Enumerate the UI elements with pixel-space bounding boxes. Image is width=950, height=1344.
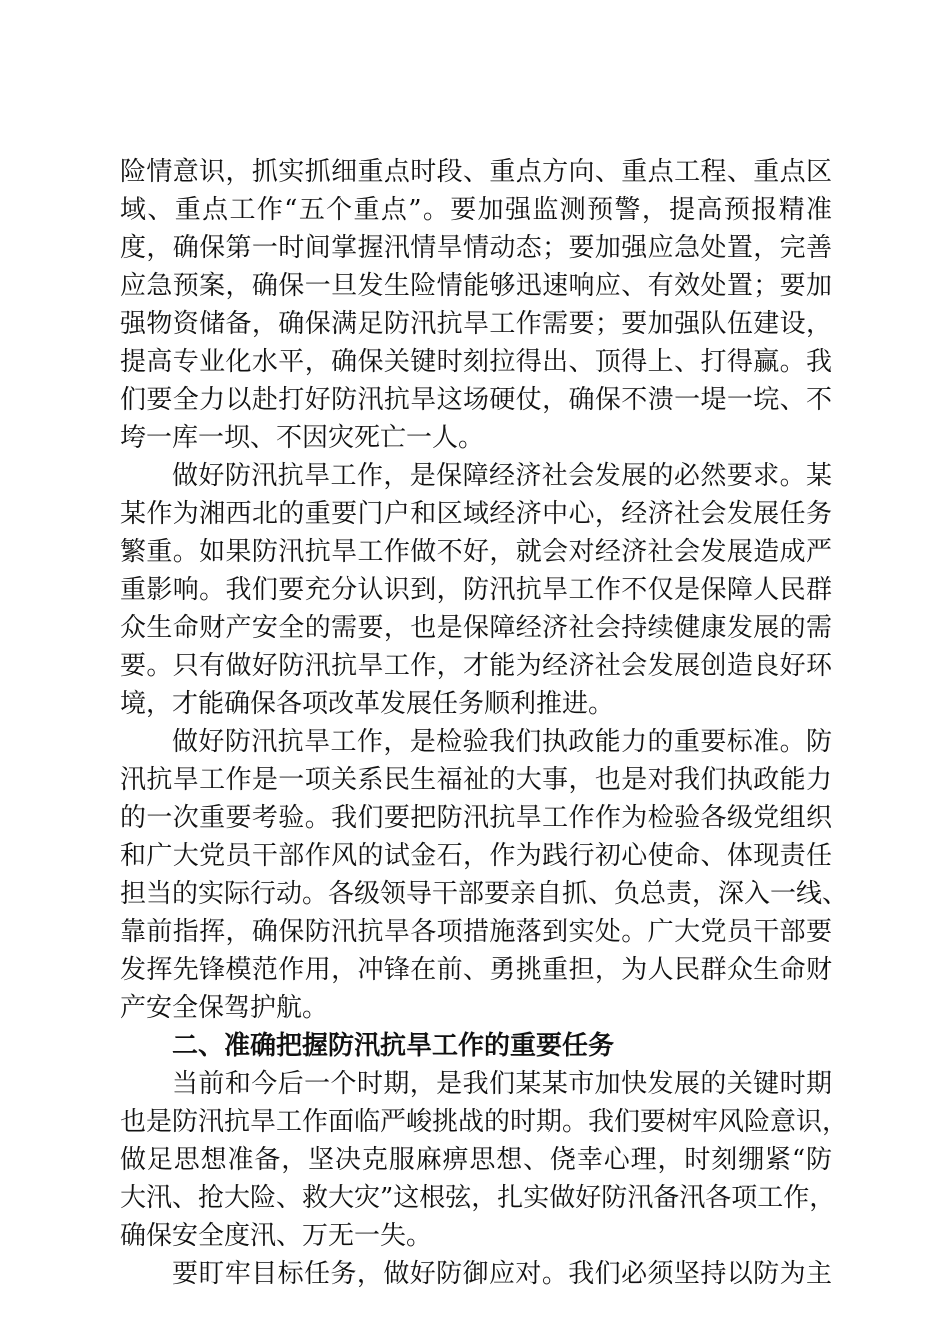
- text-line: 垮一库一坝、不因灾死亡一人。: [120, 423, 485, 453]
- text-line: 应急预案，确保一旦发生险情能够迅速响应、有效处置；要加: [120, 271, 832, 301]
- text-line: 众生命财产安全的需要，也是保障经济社会持续健康发展的需: [120, 613, 832, 643]
- paragraph-first-line: 做好防汛抗旱工作，是保障经济社会发展的必然要求。某: [172, 461, 832, 491]
- text-line: 度，确保第一时间掌握汛情旱情动态；要加强应急处置，完善: [120, 233, 832, 263]
- text-line: 的一次重要考验。我们要把防汛抗旱工作作为检验各级党组织: [120, 803, 832, 833]
- text-line: 也是防汛抗旱工作面临严峻挑战的时期。我们要树牢风险意识，: [120, 1107, 849, 1137]
- text-line: 汛抗旱工作是一项关系民生福祉的大事，也是对我们执政能力: [120, 765, 832, 795]
- paragraph-first-line: 做好防汛抗旱工作，是检验我们执政能力的重要标准。防: [172, 727, 832, 757]
- text-line: 确保安全度汛、万无一失。: [120, 1221, 433, 1251]
- text-line: 大汛、抢大险、救大灾”这根弦，扎实做好防汛备汛各项工作，: [120, 1183, 836, 1213]
- text-line: 强物资储备，确保满足防汛抗旱工作需要；要加强队伍建设，: [120, 309, 832, 339]
- paragraph-first-line: 当前和今后一个时期，是我们某某市加快发展的关键时期: [172, 1069, 832, 1099]
- text-line: 发挥先锋模范作用，冲锋在前、勇挑重担，为人民群众生命财: [120, 955, 832, 985]
- section-heading: 二、准确把握防汛抗旱工作的重要任务: [172, 1031, 615, 1061]
- text-line: 重影响。我们要充分认识到，防汛抗旱工作不仅是保障人民群: [120, 575, 832, 605]
- text-line: 产安全保驾护航。: [120, 993, 329, 1023]
- text-line: 们要全力以赴打好防汛抗旱这场硬仗，确保不溃一堤一垸、不: [120, 385, 832, 415]
- text-line: 境，才能确保各项改革发展任务顺利推进。: [120, 689, 615, 719]
- text-line: 繁重。如果防汛抗旱工作做不好，就会对经济社会发展造成严: [120, 537, 832, 567]
- text-line: 提高专业化水平，确保关键时刻拉得出、顶得上、打得赢。我: [120, 347, 832, 377]
- paragraph-first-line: 要盯牢目标任务，做好防御应对。我们必须坚持以防为主: [172, 1259, 832, 1289]
- text-line: 和广大党员干部作风的试金石，作为践行初心使命、体现责任: [120, 841, 832, 871]
- text-line: 做足思想准备，坚决克服麻痹思想、侥幸心理，时刻绷紧“防: [120, 1145, 832, 1175]
- text-line: 域、重点工作“五个重点”。要加强监测预警，提高预报精准: [120, 195, 832, 225]
- text-line: 靠前指挥，确保防汛抗旱各项措施落到实处。广大党员干部要: [120, 917, 832, 947]
- text-line: 要。只有做好防汛抗旱工作，才能为经济社会发展创造良好环: [120, 651, 832, 681]
- text-line: 险情意识，抓实抓细重点时段、重点方向、重点工程、重点区: [120, 157, 832, 187]
- text-line: 担当的实际行动。各级领导干部要亲自抓、负总责，深入一线、: [120, 879, 849, 909]
- text-line: 某作为湘西北的重要门户和区域经济中心，经济社会发展任务: [120, 499, 832, 529]
